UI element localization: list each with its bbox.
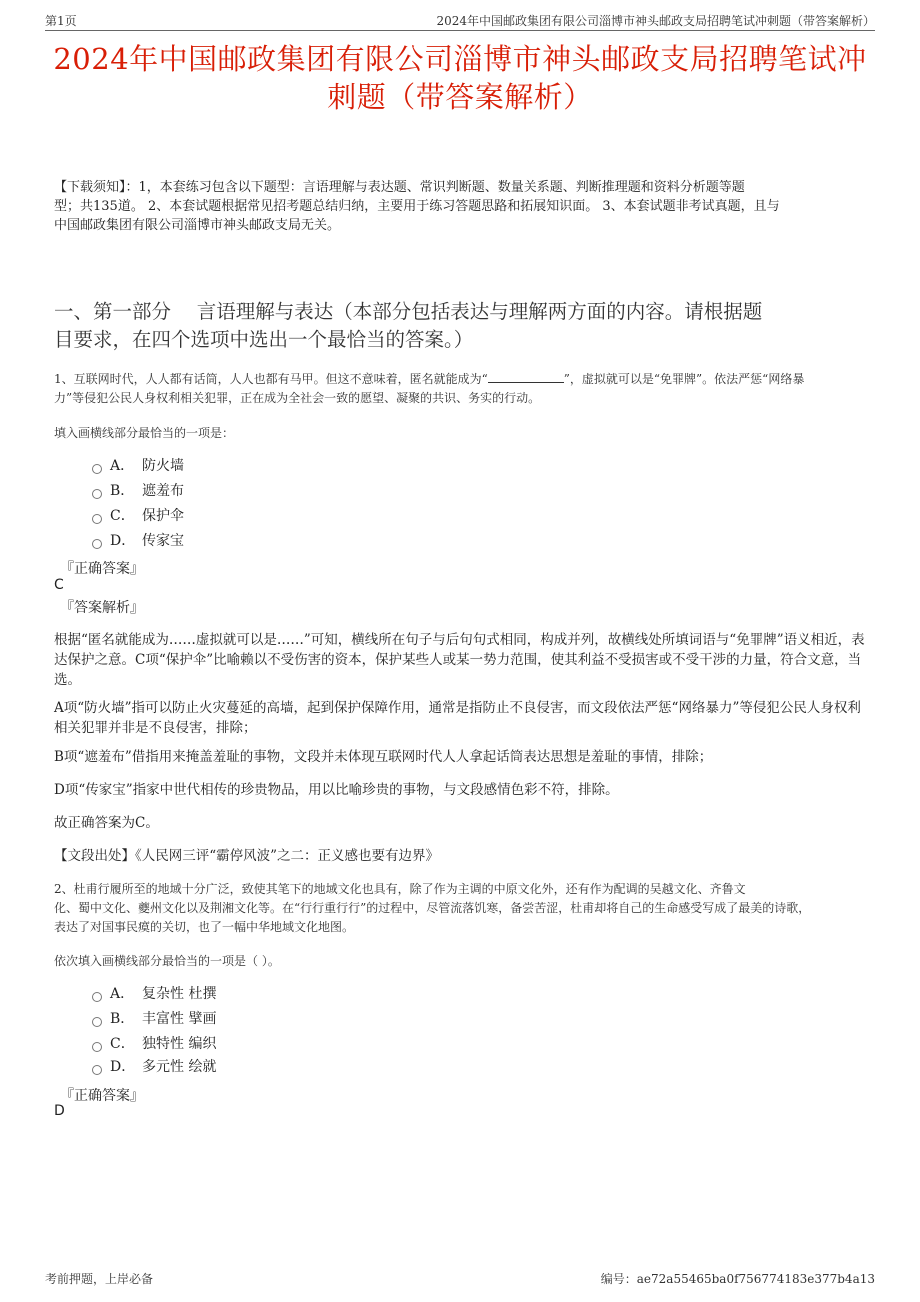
header-doc-title: 2024年中国邮政集团有限公司淄博市神头邮政支局招聘笔试冲刺题（带答案解析） bbox=[436, 14, 875, 28]
q2-option-b[interactable]: B． 丰富性 擘画 bbox=[92, 1009, 216, 1029]
q1-answer-label: 『正确答案』 bbox=[60, 561, 144, 577]
radio-icon[interactable] bbox=[92, 1065, 102, 1075]
q1-text-before: 1、互联网时代，人人都有话筒，人人也都有马甲。但这不意味着，匿名就能成为“ bbox=[54, 372, 488, 386]
q1-answer: C bbox=[54, 577, 64, 593]
q1-analysis-1: 根据“匿名就能成为……虚拟就可以是……”可知，横线所在句子与后句句式相同，构成并列，故横线处所填词语与“免罪牌”语义相近，表达保护之意。C项“保护伞”比喻赖以不受伤害的资本，保护某些人或某一势力范围，使其利益不受损害或不受干涉的力量，符合文意，当选。 bbox=[54, 632, 865, 688]
q2-answer-label: 『正确答案』 bbox=[60, 1088, 144, 1104]
q2-text-line-2: 化、蜀中文化、夔州文化以及荆湘文化等。在“行行重行行”的过程中，尽管流落饥寒，备尝苦涩，杜甫却将自己的生命感受写成了最美的诗歌， bbox=[54, 901, 811, 915]
radio-icon[interactable] bbox=[92, 514, 102, 524]
q1-option-a[interactable]: A． 防火墙 bbox=[92, 456, 184, 476]
radio-icon[interactable] bbox=[92, 1017, 102, 1027]
q1-text-line-2: 力”等侵犯公民人身权利相关犯罪，正在成为全社会一致的愿望、凝聚的共识、务实的行动。 bbox=[54, 391, 541, 405]
q1-prompt: 填入画横线部分最恰当的一项是： bbox=[54, 426, 235, 440]
notice-line-1: 【下载须知】：1，本套练习包含以下题型：言语理解与表达题、常识判断题、数量关系题、判断推理题和资料分析题等题 bbox=[54, 180, 745, 195]
q1-option-d[interactable]: D． 传家宝 bbox=[92, 531, 184, 551]
q1-analysis-3: B项“遮羞布”借指用来掩盖羞耻的事物，文段并未体现互联网时代人人拿起话筒表达思想是羞耻的事情，排除； bbox=[54, 749, 713, 765]
radio-icon[interactable] bbox=[92, 1042, 102, 1052]
q1-blank bbox=[488, 370, 564, 383]
q1-analysis-5: 故正确答案为C。 bbox=[54, 815, 159, 831]
radio-icon[interactable] bbox=[92, 539, 102, 549]
q1-analysis-2: A项“防火墙”指可以防止火灾蔓延的高墙，起到保护保障作用，通常是指防止不良侵害，而文段依法严惩“网络暴力”等侵犯公民人身权利相关犯罪并非是不良侵害，排除； bbox=[54, 700, 861, 736]
q1-analysis-label: 『答案解析』 bbox=[60, 600, 144, 616]
q1-option-b[interactable]: B． 遮羞布 bbox=[92, 481, 184, 501]
q1-source: 【文段出处】《人民网三评“霸停风波”之二：正义感也要有边界》 bbox=[54, 848, 440, 864]
q1-option-c[interactable]: C． 保护伞 bbox=[92, 506, 184, 526]
radio-icon[interactable] bbox=[92, 464, 102, 474]
q2-text-line-3: 表达了对国事民瘼的关切，也了一幅中华地域文化地图。 bbox=[54, 920, 355, 934]
title-line-1: 2024年中国邮政集团有限公司淄博市神头邮政支局招聘笔试冲 bbox=[53, 42, 867, 76]
notice-line-2: 型；共135道。 2、本套试题根据常见招考题总结归纳，主要用于练习答题思路和拓展知识面。 3、本套试题非考试真题，且与 bbox=[54, 199, 780, 214]
page-header bbox=[45, 12, 875, 31]
q1-analysis-4: D项“传家宝”指家中世代相传的珍贵物品，用以比喻珍贵的事物，与文段感情色彩不符，排除。 bbox=[54, 782, 619, 798]
q2-answer: D bbox=[54, 1103, 65, 1119]
radio-icon[interactable] bbox=[92, 992, 102, 1002]
q2-prompt: 依次填入画横线部分最恰当的一项是（ ）。 bbox=[54, 954, 280, 968]
question-2-text bbox=[54, 880, 872, 937]
title-line-2: 刺题（带答案解析） bbox=[327, 80, 593, 114]
section-heading bbox=[54, 298, 870, 354]
q2-option-c[interactable]: C． 独特性 编织 bbox=[92, 1034, 216, 1054]
page-footer bbox=[45, 1270, 875, 1288]
document-title bbox=[45, 40, 875, 116]
section-line-1: 一、第一部分 言语理解与表达（本部分包括表达与理解两方面的内容。请根据题 bbox=[54, 300, 763, 323]
q2-text-line-1: 2、杜甫行履所至的地域十分广泛，致使其笔下的地域文化也具有，除了作为主调的中原文化外，还有作为配调的吴越文化、齐鲁文 bbox=[54, 882, 746, 896]
radio-icon[interactable] bbox=[92, 489, 102, 499]
q1-text-after: ”，虚拟就可以是“免罪牌”。依法严惩“网络暴 bbox=[563, 372, 805, 386]
footer-serial: 编号：ae72a55465ba0f756774183e377b4a13 bbox=[600, 1272, 875, 1286]
q2-option-a[interactable]: A． 复杂性 杜撰 bbox=[92, 984, 216, 1004]
notice-line-3: 中国邮政集团有限公司淄博市神头邮政支局无关。 bbox=[54, 218, 341, 233]
question-1-text bbox=[54, 370, 872, 408]
footer-slogan: 考前押题，上岸必备 bbox=[45, 1272, 154, 1286]
download-notice bbox=[54, 178, 870, 235]
q2-option-d[interactable]: D． 多元性 绘就 bbox=[92, 1057, 216, 1077]
section-line-2: 目要求，在四个选项中选出一个最恰当的答案。） bbox=[54, 328, 474, 351]
page-number: 第1页 bbox=[45, 14, 77, 28]
